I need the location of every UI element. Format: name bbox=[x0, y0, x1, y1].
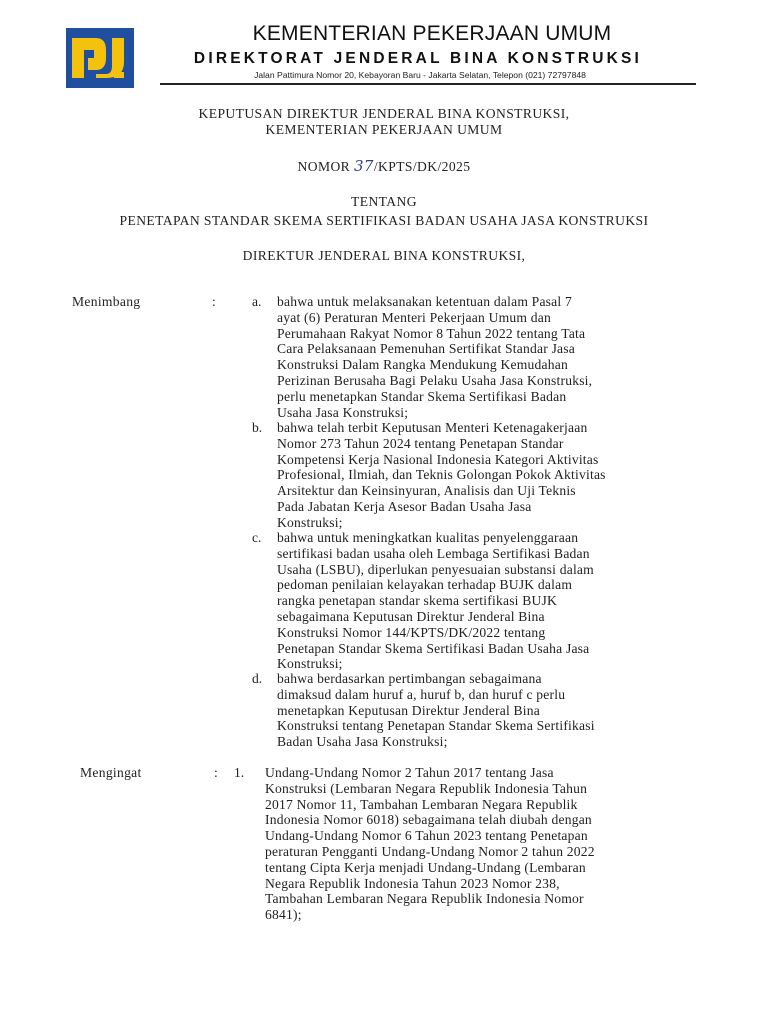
menimbang-label: Menimbang bbox=[72, 294, 141, 309]
text-line: 2017 Nomor 11, Tambahan Lembaran Negara Republik bbox=[265, 796, 578, 812]
text-line: Nomor 273 Tahun 2024 tentang Penetapan Standar bbox=[277, 435, 564, 451]
text-line: pedoman penilaian kelayakan terhadap BUJK dalam bbox=[277, 577, 573, 593]
tentang-heading: TENTANG bbox=[351, 194, 417, 209]
text-line: Perizinan Berusaha Bagi Pelaku Usaha Jasa Konstruksi, bbox=[277, 372, 593, 388]
text-line: ayat (6) Peraturan Menteri Pekerjaan Umum dan bbox=[277, 309, 551, 325]
text-line: Konstruksi tentang Penetapan Standar Skema Sertifikasi bbox=[277, 718, 595, 734]
text-line: Usaha Jasa Konstruksi; bbox=[277, 404, 409, 420]
menimbang-colon: : bbox=[212, 294, 216, 309]
decree-number-prefix: NOMOR bbox=[297, 159, 354, 174]
text-line: dimaksud dalam huruf a, huruf b, dan huruf c perlu bbox=[277, 686, 566, 702]
letterhead-directorate: DIREKTORAT JENDERAL BINA KONSTRUKSI bbox=[193, 50, 643, 67]
text-line: Penetapan Standar Skema Sertifikasi Badan Usaha Jasa bbox=[277, 640, 590, 656]
mengingat-item-1-marker: 1. bbox=[234, 765, 245, 780]
letterhead-ministry: KEMENTERIAN PEKERJAAN UMUM bbox=[252, 22, 612, 45]
text-line: Negara Republik Indonesia Tahun 2023 Nomor 238, bbox=[265, 875, 560, 891]
text-line: Konstruksi Nomor 144/KPTS/DK/2022 tentang bbox=[277, 624, 546, 640]
text-line: Konstruksi; bbox=[277, 514, 343, 530]
text-line: 6841); bbox=[265, 907, 302, 923]
menimbang-item-d-marker: d. bbox=[252, 671, 263, 686]
text-line: perlu menetapkan Standar Skema Sertifikasi Badan bbox=[277, 388, 567, 404]
mengingat-item-1 bbox=[265, 765, 701, 923]
letterhead-divider bbox=[160, 83, 696, 85]
text-line: Kompetensi Kerja Nasional Indonesia Kategori Aktivitas bbox=[277, 451, 599, 467]
text-line: Undang-Undang Nomor 2 Tahun 2017 tentang Jasa bbox=[265, 765, 554, 780]
text-line: Tambahan Lembaran Negara Republik Indonesia Nomor bbox=[265, 891, 584, 907]
text-line: Badan Usaha Jasa Konstruksi; bbox=[277, 734, 448, 750]
text-line: Undang-Undang Nomor 6 Tahun 2023 tentang Penetapan bbox=[265, 828, 588, 844]
decree-number bbox=[40, 157, 728, 175]
text-line: Indonesia Nomor 6018) sebagaimana telah diubah dengan bbox=[265, 812, 592, 828]
menimbang-item-a bbox=[277, 294, 701, 420]
decree-number-handwritten: 37 bbox=[353, 157, 374, 175]
text-line: sebagaimana Keputusan Direktur Jenderal Bina bbox=[277, 608, 545, 624]
text-line: peraturan Pengganti Undang-Undang Nomor 2 tahun 2022 bbox=[265, 843, 595, 859]
menimbang-item-d bbox=[277, 671, 701, 750]
text-line: Konstruksi; bbox=[277, 656, 343, 672]
decree-title-line-1: KEPUTUSAN DIREKTUR JENDERAL BINA KONSTRUKSI, bbox=[198, 106, 570, 121]
text-line: bahwa telah terbit Keputusan Menteri Ketenagakerjaan bbox=[277, 420, 588, 435]
menimbang-item-b-marker: b. bbox=[252, 420, 263, 435]
mengingat-label: Mengingat bbox=[80, 765, 142, 780]
text-line: sertifikasi badan usaha oleh Lembaga Sertifikasi Badan bbox=[277, 545, 590, 561]
menimbang-item-b bbox=[277, 420, 701, 531]
text-line: bahwa berdasarkan pertimbangan sebagaimana bbox=[277, 671, 542, 686]
text-line: Arsitektur dan Keinsinyuran, Analisis dan Uji Teknis bbox=[277, 483, 576, 499]
signatory-heading: DIREKTUR JENDERAL BINA KONSTRUKSI, bbox=[242, 248, 526, 263]
text-line: bahwa untuk melaksanakan ketentuan dalam Pasal 7 bbox=[277, 294, 572, 309]
text-line: Konstruksi (Lembaran Negara Republik Indonesia Tahun bbox=[265, 780, 588, 796]
text-line: Cara Pelaksanaan Pemenuhan Sertifikat Standar Jasa bbox=[277, 341, 576, 357]
decree-title-line-2: KEMENTERIAN PEKERJAAN UMUM bbox=[265, 122, 503, 137]
text-line: Profesional, Ilmiah, dan Teknis Golongan Pokok Aktivitas bbox=[277, 467, 606, 483]
text-line: bahwa untuk meningkatkan kualitas penyelenggaraan bbox=[277, 530, 579, 545]
letterhead-address: Jalan Pattimura Nomor 20, Kebayoran Baru - Jakarta Selatan, Telepon (021) 72797848 bbox=[254, 70, 586, 80]
menimbang-item-a-marker: a. bbox=[252, 294, 262, 309]
decree-number-suffix: /KPTS/DK/2025 bbox=[373, 159, 471, 174]
decree-subject: PENETAPAN STANDAR SKEMA SERTIFIKASI BADAN USAHA JASA KONSTRUKSI bbox=[119, 213, 649, 228]
text-line: tentang Cipta Kerja menjadi Undang-Undang (Lembaran bbox=[265, 859, 586, 875]
menimbang-item-c bbox=[277, 530, 701, 672]
mengingat-colon: : bbox=[214, 765, 218, 780]
text-line: Perumahaan Rakyat Nomor 8 Tahun 2022 tentang Tata bbox=[277, 325, 586, 341]
text-line: Pada Jabatan Kerja Asesor Badan Usaha Jasa bbox=[277, 498, 532, 514]
text-line: menetapkan Keputusan Direktur Jenderal Bina bbox=[277, 702, 541, 718]
text-line: Konstruksi Dalam Rangka Mendukung Kemudahan bbox=[277, 357, 568, 373]
text-line: rangka penetapan standar skema sertifikasi BUJK bbox=[277, 593, 558, 609]
ministry-logo-icon bbox=[66, 28, 134, 88]
menimbang-item-c-marker: c. bbox=[252, 530, 262, 545]
text-line: Usaha (LSBU), diperlukan penyesuaian substansi dalam bbox=[277, 561, 594, 577]
